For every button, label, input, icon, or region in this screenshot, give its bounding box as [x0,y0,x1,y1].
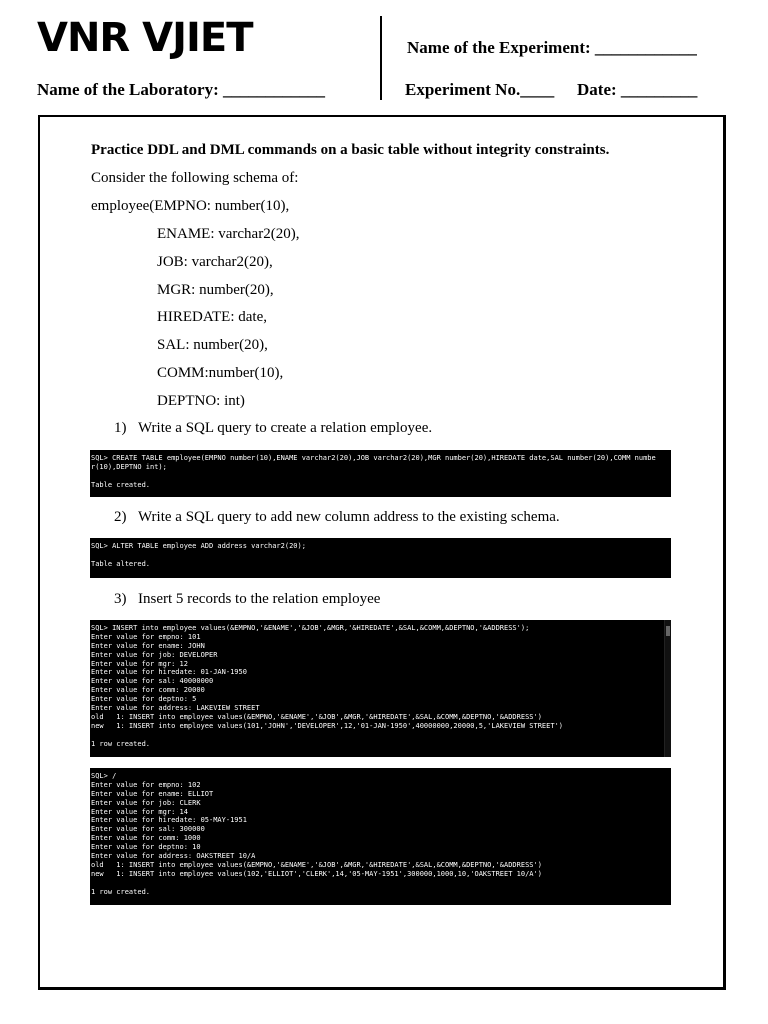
question-text: Write a SQL query to create a relation employee. [138,420,433,436]
experiment-title: Practice DDL and DML commands on a basic table without integrity constraints. [91,142,610,158]
question-number: 1) [114,420,127,436]
date-field: Date: _________ [577,80,698,99]
terminal-line: Enter value for deptno: 5 [91,695,197,704]
terminal-line: 1 row created. [91,887,151,896]
terminal-line: r(10),DEPTNO int); [91,462,167,471]
schema-header: employee(EMPNO: number(10), [91,198,290,214]
sql-terminal-insert-1 [90,620,671,757]
terminal-line: old 1: INSERT into employee values(&EMPNO,'&ENAME','&JOB',&MGR,'&HIREDATE',&SAL,&COMM,&DEPTNO,'&ADDRESS') [91,860,542,869]
header-divider [380,16,382,100]
terminal-line: Enter value for empno: 102 [91,780,201,789]
schema-intro: Consider the following schema of: [91,170,299,186]
terminal-line: Table altered. [91,559,151,568]
terminal-line: Enter value for hiredate: 05-MAY-1951 [91,816,247,825]
laboratory-name-field: Name of the Laboratory: ____________ [37,80,326,99]
terminal-line: Enter value for ename: ELLIOT [91,789,214,798]
terminal-line: Enter value for address: OAKSTREET 10/A [91,852,256,861]
terminal-line: Enter value for hiredate: 01-JAN-1950 [91,668,247,677]
sql-terminal-create [90,450,671,497]
terminal-line [91,472,671,481]
terminal-line: Table created. [91,480,151,489]
scrollbar-thumb[interactable] [666,626,670,636]
schema-field-comm: COMM:number(10), [157,365,284,381]
terminal-line: 1 row created. [91,739,151,748]
terminal-line: SQL> ALTER TABLE employee ADD address varchar2(20); [91,542,306,550]
terminal-line: Enter value for sal: 40000000 [91,677,214,686]
terminal-line [91,879,671,888]
terminal-line: Enter value for deptno: 10 [91,843,201,852]
terminal-line: new 1: INSERT into employee values(102,'ELLIOT','CLERK',14,'05-MAY-1951',300000,1000,10,'OAKSTREET 10/A') [91,869,542,878]
terminal-line: SQL> INSERT into employee values(&EMPNO,'&ENAME','&JOB',&MGR,'&HIREDATE',&SAL,&COMM,&DEPTNO,'&ADDRESS'); [91,624,530,632]
terminal-line: Enter value for job: DEVELOPER [91,650,218,659]
terminal-line: old 1: INSERT into employee values(&EMPNO,'&ENAME','&JOB',&MGR,'&HIREDATE',&SAL,&COMM,&DEPTNO,'&ADDRESS') [91,712,542,721]
question-text: Write a SQL query to add new column address to the existing schema. [138,509,560,525]
institution-logo-text: VNR VJIET [37,15,253,61]
terminal-line [91,551,671,560]
terminal-line: new 1: INSERT into employee values(101,'JOHN','DEVELOPER',12,'01-JAN-1950',40000000,20000,5,'LAKEVIEW STREET') [91,721,564,730]
schema-field-ename: ENAME: varchar2(20), [157,226,300,242]
terminal-line: SQL> / [91,772,117,780]
schema-field-job: JOB: varchar2(20), [157,254,273,270]
terminal-line: Enter value for address: LAKEVIEW STREET [91,704,260,713]
terminal-line [91,731,671,740]
schema-field-hiredate: HIREDATE: date, [157,309,267,325]
sql-terminal-insert-2 [90,768,671,905]
schema-field-deptno: DEPTNO: int) [157,393,245,409]
terminal-scrollbar[interactable] [664,620,671,757]
sql-terminal-alter [90,538,671,578]
question-text: Insert 5 records to the relation employee [138,591,381,607]
terminal-line: Enter value for comm: 20000 [91,686,205,695]
schema-field-mgr: MGR: number(20), [157,282,274,298]
terminal-line: Enter value for mgr: 12 [91,659,188,668]
schema-field-sal: SAL: number(20), [157,337,268,353]
terminal-line: Enter value for job: CLERK [91,798,201,807]
terminal-line: Enter value for mgr: 14 [91,807,188,816]
terminal-line: SQL> CREATE TABLE employee(EMPNO number(10),ENAME varchar2(20),JOB varchar2(20),MGR number(20),HIREDATE date,SAL number(20),COMM numbe [91,454,656,462]
question-number: 3) [114,591,127,607]
terminal-line: Enter value for ename: JOHN [91,641,205,650]
question-number: 2) [114,509,127,525]
experiment-name-field: Name of the Experiment: ____________ [407,38,697,57]
terminal-line: Enter value for empno: 101 [91,632,201,641]
terminal-line: Enter value for sal: 300000 [91,825,205,834]
experiment-number-field: Experiment No.____ [405,80,555,99]
terminal-line: Enter value for comm: 1000 [91,834,201,843]
